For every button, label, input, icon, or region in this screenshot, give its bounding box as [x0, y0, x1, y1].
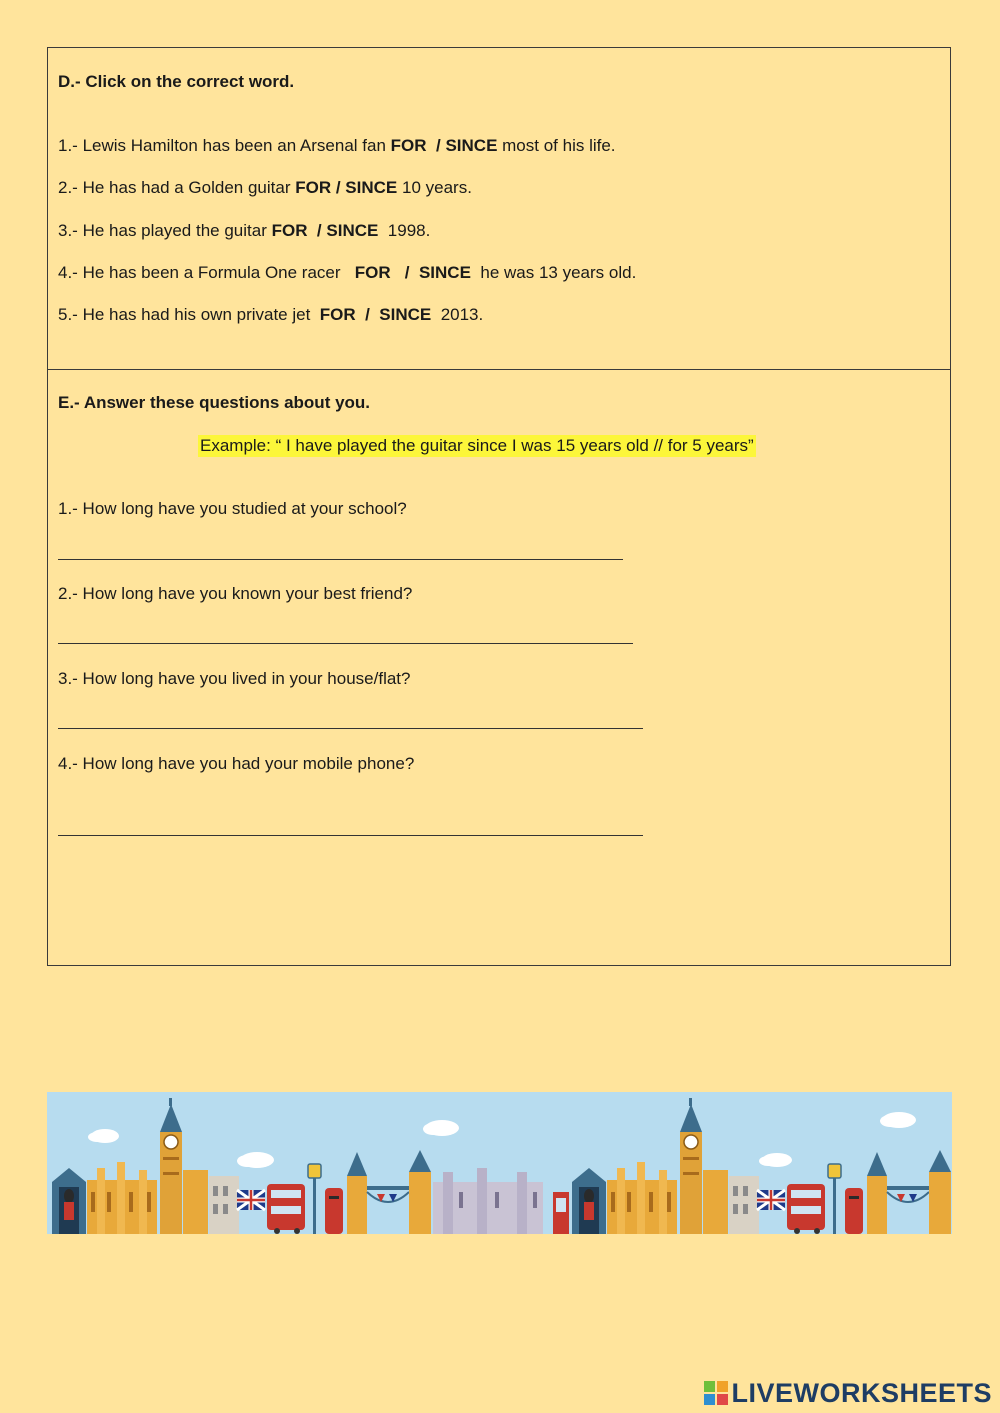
option-since[interactable]: SINCE	[379, 305, 432, 324]
section-d-box	[47, 47, 951, 370]
option-for[interactable]: FOR	[390, 136, 427, 155]
question-4: 4.- How long have you had your mobile phone?	[58, 754, 415, 773]
section-e-box	[47, 369, 951, 966]
liveworksheets-logo-text: LIVEWORKSHEETS	[731, 1377, 992, 1408]
option-since[interactable]: SINCE	[445, 136, 498, 155]
option-since[interactable]: SINCE	[418, 263, 471, 282]
option-since[interactable]: SINCE	[345, 178, 398, 197]
sentence-text: most of his life.	[497, 136, 616, 155]
sentence-3	[58, 221, 430, 241]
sentence-text: He has played the guitar	[82, 221, 272, 240]
sentence-number: 5.-	[58, 305, 78, 324]
question-1: 1.- How long have you studied at your school?	[58, 499, 407, 518]
sentence-1	[58, 136, 616, 156]
section-d-heading: D.- Click on the correct word.	[58, 72, 295, 91]
liveworksheets-logo-icon	[704, 1381, 728, 1405]
sentence-number: 3.-	[58, 221, 78, 240]
option-for[interactable]: FOR	[295, 178, 332, 197]
sentence-4	[58, 263, 636, 283]
question-2: 2.- How long have you known your best friend?	[58, 584, 413, 603]
sentence-5	[58, 305, 483, 325]
sentence-text: He has had a Golden guitar	[82, 178, 296, 197]
option-for[interactable]: FOR	[319, 305, 356, 324]
sentence-text: 2013.	[431, 305, 484, 324]
sentence-text: 1998.	[378, 221, 431, 240]
section-e-heading: E.- Answer these questions about you.	[58, 393, 371, 412]
sentence-number: 1.-	[58, 136, 78, 155]
sentence-text: He has been a Formula One racer	[82, 263, 355, 282]
answer-field-3[interactable]	[58, 728, 643, 729]
answer-field-1[interactable]	[58, 559, 623, 560]
sentence-number: 2.-	[58, 178, 78, 197]
example-sentence: Example: “ I have played the guitar since I was 15 years old // for 5 years”	[200, 436, 754, 455]
option-separator: /	[426, 136, 446, 155]
sentence-text: He has had his own private jet	[82, 305, 320, 324]
answer-field-2[interactable]	[58, 643, 633, 644]
question-3: 3.- How long have you lived in your house/flat?	[58, 669, 411, 688]
sentence-number: 4.-	[58, 263, 78, 282]
london-skyline-banner	[47, 1092, 952, 1234]
sentence-text: 10 years.	[397, 178, 472, 197]
option-separator: /	[307, 221, 327, 240]
answer-field-4[interactable]	[58, 835, 643, 836]
sentence-text: Lewis Hamilton has been an Arsenal fan	[82, 136, 391, 155]
sentence-text: he was 13 years old.	[470, 263, 637, 282]
liveworksheets-logo	[704, 1378, 992, 1408]
option-for[interactable]: FOR	[271, 221, 308, 240]
option-separator: /	[390, 263, 419, 282]
option-for[interactable]: FOR	[354, 263, 391, 282]
option-since[interactable]: SINCE	[326, 221, 379, 240]
option-separator: /	[331, 178, 346, 197]
sentence-2	[58, 178, 472, 198]
option-separator: /	[355, 305, 380, 324]
